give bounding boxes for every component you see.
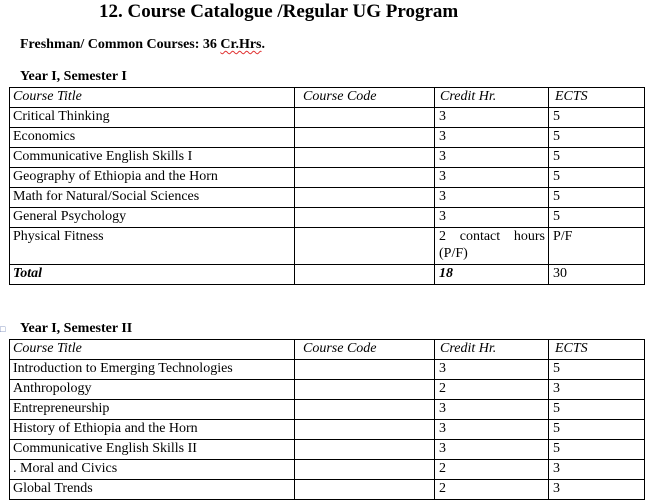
ects-cell: 5 <box>549 420 645 440</box>
course-title-cell: General Psychology <box>10 208 295 228</box>
course-title-cell: Communicative English Skills I <box>10 148 295 168</box>
ects-cell: 5 <box>549 360 645 380</box>
course-code-cell <box>295 460 435 480</box>
course-code-cell <box>295 208 435 228</box>
header-credit-hr: Credit Hr. <box>435 88 549 108</box>
course-title-cell: Anthropology <box>10 380 295 400</box>
subtitle-suffix: . <box>261 37 265 52</box>
ects-cell: 5 <box>549 208 645 228</box>
course-title-cell: Economics <box>10 128 295 148</box>
total-ects-cell: 30 <box>549 265 645 285</box>
ects-cell: 3 <box>549 460 645 480</box>
table-row <box>10 380 645 400</box>
document-subtitle <box>20 37 265 53</box>
course-title-cell: Communicative English Skills II <box>10 440 295 460</box>
course-code-cell <box>295 228 435 265</box>
total-row <box>10 265 645 285</box>
semester-1-title: Year I, Semester I <box>20 69 127 84</box>
table-row <box>10 188 645 208</box>
credit-hr-cell: 3 <box>435 148 549 168</box>
table-row <box>10 460 645 480</box>
header-ects: ECTS <box>549 340 645 360</box>
course-title-cell: Critical Thinking <box>10 108 295 128</box>
credit-hr-cell: 3 <box>435 420 549 440</box>
credit-hr-cell: 3 <box>435 108 549 128</box>
course-code-cell <box>295 400 435 420</box>
course-code-cell <box>295 188 435 208</box>
course-title-cell: Geography of Ethiopia and the Horn <box>10 168 295 188</box>
ects-cell: P/F <box>549 228 645 265</box>
table-row <box>10 228 645 265</box>
total-credit-cell: 18 <box>435 265 549 285</box>
credit-hr-cell: 3 <box>435 128 549 148</box>
header-course-title: Course Title <box>10 340 295 360</box>
course-code-cell <box>295 168 435 188</box>
table-row <box>10 168 645 188</box>
subtitle-prefix: Freshman/ Common Courses: 36 <box>20 37 221 52</box>
total-code-cell <box>295 265 435 285</box>
credit-hr-cell: 2 <box>435 380 549 400</box>
credit-hr-cell: 2 contact hours (P/F) <box>435 228 549 265</box>
ects-cell: 5 <box>549 400 645 420</box>
course-title-cell: History of Ethiopia and the Horn <box>10 420 295 440</box>
course-title-cell: Introduction to Emerging Technologies <box>10 360 295 380</box>
credit-hr-cell: 3 <box>435 208 549 228</box>
header-course-title: Course Title <box>10 88 295 108</box>
header-ects: ECTS <box>549 88 645 108</box>
table-row <box>10 440 645 460</box>
course-code-cell <box>295 148 435 168</box>
paragraph-anchor-icon: □ <box>0 324 6 334</box>
ects-cell: 3 <box>549 480 645 500</box>
credit-hr-cell: 3 <box>435 360 549 380</box>
credit-hr-cell: 2 <box>435 480 549 500</box>
table-row <box>10 480 645 500</box>
credit-hr-cell: 3 <box>435 400 549 420</box>
course-code-cell <box>295 128 435 148</box>
ects-cell: 5 <box>549 148 645 168</box>
semester-2-table <box>9 339 645 500</box>
semester-2-title: Year I, Semester II <box>20 321 133 336</box>
course-code-cell <box>295 380 435 400</box>
course-code-cell <box>295 360 435 380</box>
table-header-row <box>10 88 645 108</box>
header-course-code: Course Code <box>295 340 435 360</box>
course-title-cell: . Moral and Civics <box>10 460 295 480</box>
ects-cell: 5 <box>549 168 645 188</box>
course-code-cell <box>295 480 435 500</box>
course-code-cell <box>295 440 435 460</box>
total-label-cell: Total <box>10 265 295 285</box>
course-code-cell <box>295 108 435 128</box>
header-course-code: Course Code <box>295 88 435 108</box>
table-row <box>10 208 645 228</box>
table-header-row <box>10 340 645 360</box>
course-title-cell: Entrepreneurship <box>10 400 295 420</box>
table-row <box>10 148 645 168</box>
ects-cell: 5 <box>549 440 645 460</box>
credit-hr-cell: 3 <box>435 188 549 208</box>
document-title: 12. Course Catalogue /Regular UG Program <box>99 1 459 22</box>
table-row <box>10 128 645 148</box>
credit-hr-cell: 3 <box>435 168 549 188</box>
table-row <box>10 400 645 420</box>
ects-cell: 3 <box>549 380 645 400</box>
course-title-cell: Global Trends <box>10 480 295 500</box>
ects-cell: 5 <box>549 108 645 128</box>
table-row <box>10 360 645 380</box>
ects-cell: 5 <box>549 188 645 208</box>
course-title-cell: Math for Natural/Social Sciences <box>10 188 295 208</box>
course-title-cell: Physical Fitness <box>10 228 295 265</box>
credit-hr-cell: 2 <box>435 460 549 480</box>
ects-cell: 5 <box>549 128 645 148</box>
table-row <box>10 108 645 128</box>
table-row <box>10 420 645 440</box>
credit-hr-cell: 3 <box>435 440 549 460</box>
course-code-cell <box>295 420 435 440</box>
subtitle-spellcheck-word: Cr.Hrs <box>220 37 262 52</box>
header-credit-hr: Credit Hr. <box>435 340 549 360</box>
semester-1-table <box>9 87 645 285</box>
